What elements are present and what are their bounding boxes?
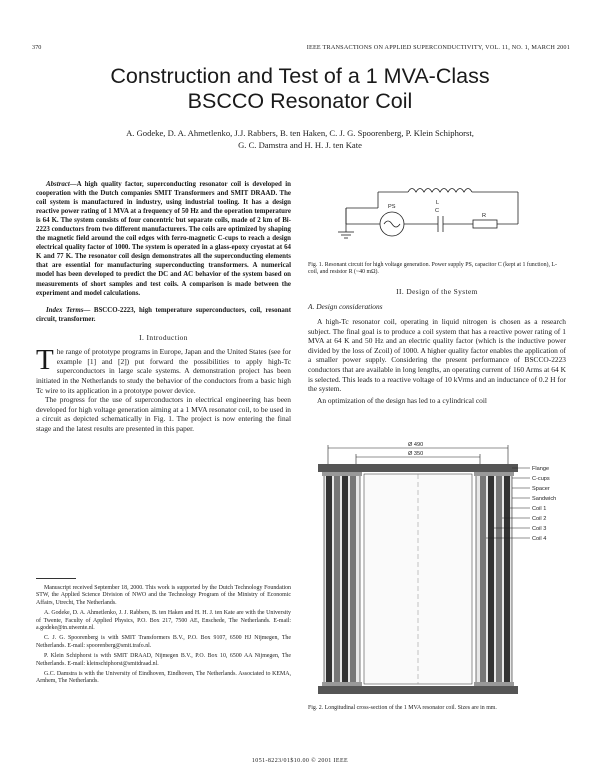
figure-2-coil-cross-section bbox=[308, 440, 566, 702]
copyright-footer: 1051-8223/01$10.00 © 2001 IEEE bbox=[251, 758, 349, 764]
footnote-1: Manuscript received September 18, 2000. This work is supported by the Dutch Technology Foundation STW, the Applied Science Division of NWO and the Technology Program of the Ministry of Economic Affairs, Utrecht, The Netherlands. bbox=[36, 585, 291, 606]
authors-line-2: G. C. Damstra and H. H. J. ten Kate bbox=[238, 140, 362, 150]
label-l: L bbox=[436, 200, 440, 206]
index-terms-text: BSCCO-2223, high temperature superconductors, coil, resonant circuit, transformer. bbox=[36, 306, 291, 323]
dimension-inner: Ø 350 bbox=[408, 451, 424, 457]
footnote-3: C. J. G. Spoorenberg is with SMIT Transformers B.V., P.O. Box 9107, 6500 HJ Nijmegen, The Netherlands. E-mail: spoorenberg@smit.trafo.nl. bbox=[36, 635, 291, 649]
left-column bbox=[36, 180, 291, 434]
design-paragraph-2: An optimization of the design has led to a cylindrical coil bbox=[317, 395, 487, 405]
intro-paragraph-2: The progress for the use of superconductors in electrical engineering has been developed for high voltage generation aiming at a 1 MVA resonator coil, to be used in a circuit as depicted schematically in Fig. 1. The project is now entering the final stage and the latest results are presented in this paper. bbox=[36, 395, 291, 433]
index-terms-label: Index Terms— bbox=[46, 306, 91, 314]
label-r: R bbox=[482, 213, 487, 219]
title-line-2: BSCCO Resonator Coil bbox=[187, 89, 413, 113]
top-flange bbox=[318, 464, 518, 472]
right-winding-block bbox=[476, 474, 512, 684]
journal-name: IEEE TRANSACTIONS ON APPLIED SUPERCONDUCTIVITY, VOL. 11, NO. 1, MARCH 2001 bbox=[306, 44, 570, 51]
label-c: C bbox=[435, 208, 440, 214]
intro-p1-text: he range of prototype programs in Europe, Japan and the United States (see for example [1] and [2]) put forward the possibilities to apply high-Tc superconductors in large scale systems. A demonstration project has been initiated in the Netherlands to study the behavior of the conductors from a basic high Tc wire to its application in a prototype power device. bbox=[36, 347, 291, 395]
label-sandwich: Sandwich bbox=[532, 496, 557, 502]
footnote-2: A. Godeke, D. A. Ahmetlenko, J. J. Rabbers, B. ten Haken and H. H. J. ten Kate are with the University of Twente, Faculty of Applied Physics, P.O. Box 217, 7500 AE, Enschede, The Netherlands. E-mail: a.godeke@tn.utwente.nl. bbox=[36, 610, 291, 632]
dimension-outer: Ø 490 bbox=[408, 442, 424, 448]
label-flange: Flange bbox=[532, 466, 550, 472]
author-list bbox=[40, 127, 560, 151]
abstract-label: Abstract— bbox=[46, 181, 77, 188]
index-terms bbox=[36, 306, 291, 324]
left-winding-block bbox=[324, 474, 360, 684]
footnotes bbox=[36, 578, 291, 689]
label-coil-2: Coil 2 bbox=[532, 516, 547, 522]
subsection-a-heading: A. Design considerations bbox=[308, 302, 383, 311]
abstract bbox=[36, 180, 291, 298]
section-1-heading: I. Introduction bbox=[139, 332, 188, 342]
section-2-body bbox=[308, 317, 566, 407]
source-capacitor-resistor bbox=[346, 208, 518, 236]
c-cup-top-right bbox=[474, 472, 514, 476]
page-number: 370 bbox=[32, 44, 42, 51]
label-coil-3: Coil 3 bbox=[532, 526, 547, 532]
bottom-flange bbox=[318, 686, 518, 694]
label-spacer: Spacer bbox=[532, 486, 550, 492]
paper-title bbox=[30, 64, 570, 114]
figure-2-caption: Fig. 2. Longitudinal cross-section of the 1 MVA resonator coil. Sizes are in mm. bbox=[308, 705, 497, 711]
figure-1-circuit-diagram bbox=[308, 180, 566, 258]
abstract-text: A high quality factor, superconducting resonator coil is developed in cooperation with the Dutch companies SMIT Transformers and SMIT DRAAD. The coil system is manufactured in industry, using industrial tooling. It has a design reactive power rating of 1 MVA at a frequency of 50 Hz and the operation temperature is 64 K. The system consists of four concentric but separate coils, made of 2 km of Bi-2223 conductors from two different manufacturers. The coils are optimized by shaping the magnetic field around the coil edges with ferro-magnetic C-cups to reach a design electrical quality factor of 1000. The system is operated in a glass-epoxy cryostat at 64 K and 77 K. The resonator coil design demonstrates all the superconducting elements that are essential for manufacturing superconducting transformers. A numerical model has been developed to predict the DC and AC behavior of the system based on measurements of short samples and test coils. A comparison is made between the experiment and model calculations. bbox=[36, 181, 291, 297]
c-cup-bottom-right bbox=[474, 682, 514, 686]
footnote-rule bbox=[36, 578, 76, 579]
label-coil-4: Coil 4 bbox=[532, 536, 547, 542]
coil-l-symbol bbox=[346, 189, 518, 225]
label-c-cups: C-cups bbox=[532, 476, 550, 482]
c-cup-bottom-left bbox=[322, 682, 362, 686]
footnote-5: G.C. Damstra is with the University of Eindhoven, Eindhoven, The Netherlands. Associated to KEMA, Arnhem, The Netherlands. bbox=[36, 671, 291, 685]
footnote-4: P. Klein Schiphorst is with SMIT DRAAD, Nijmegen B.V., P.O. Box 10, 6500 AA Nijmegen, The Netherlands. E-mail: kleinschiphorst@smitdraad.nl. bbox=[36, 653, 291, 667]
label-ps: PS bbox=[388, 204, 396, 210]
section-2-heading: II. Design of the System bbox=[396, 287, 478, 296]
figure-1-caption: Fig. 1. Resonant circuit for high voltage generation. Power supply PS, capacitor C (kept at 1 function), L-coil, and resistor R (~40 mΩ). bbox=[308, 262, 557, 276]
authors-line-1: A. Godeke, D. A. Ahmetlenko, J.J. Rabbers, B. ten Haken, C. J. G. Spoorenberg, P. Klein Schiphorst, bbox=[126, 128, 474, 138]
title-line-1: Construction and Test of a 1 MVA-Class bbox=[110, 64, 490, 88]
c-cup-top-left bbox=[322, 472, 362, 476]
drop-cap: T bbox=[36, 344, 54, 377]
label-coil-1: Coil 1 bbox=[532, 506, 547, 512]
intro-paragraph-1 bbox=[36, 344, 291, 395]
design-paragraph-1: A high-Tc resonator coil, operating in liquid nitrogen is chosen as a research subject. The final goal is to produce a coil system that has a reactive power rating of 1 MVA at 64 K and 50 Hz and an electric quality factor (which is the inductive power divided by the loss of Zcoil) of 1000. A higher quality factor enables the application of a smaller power supply. Considering the present performance of BSCCO-2223 conductors that are available in long lengths, an operating current of 160 Arms at 64 K is selected. This leads to a reactive voltage of 10 kVrms and an inductance of 0.2 H for the system. bbox=[308, 317, 566, 394]
